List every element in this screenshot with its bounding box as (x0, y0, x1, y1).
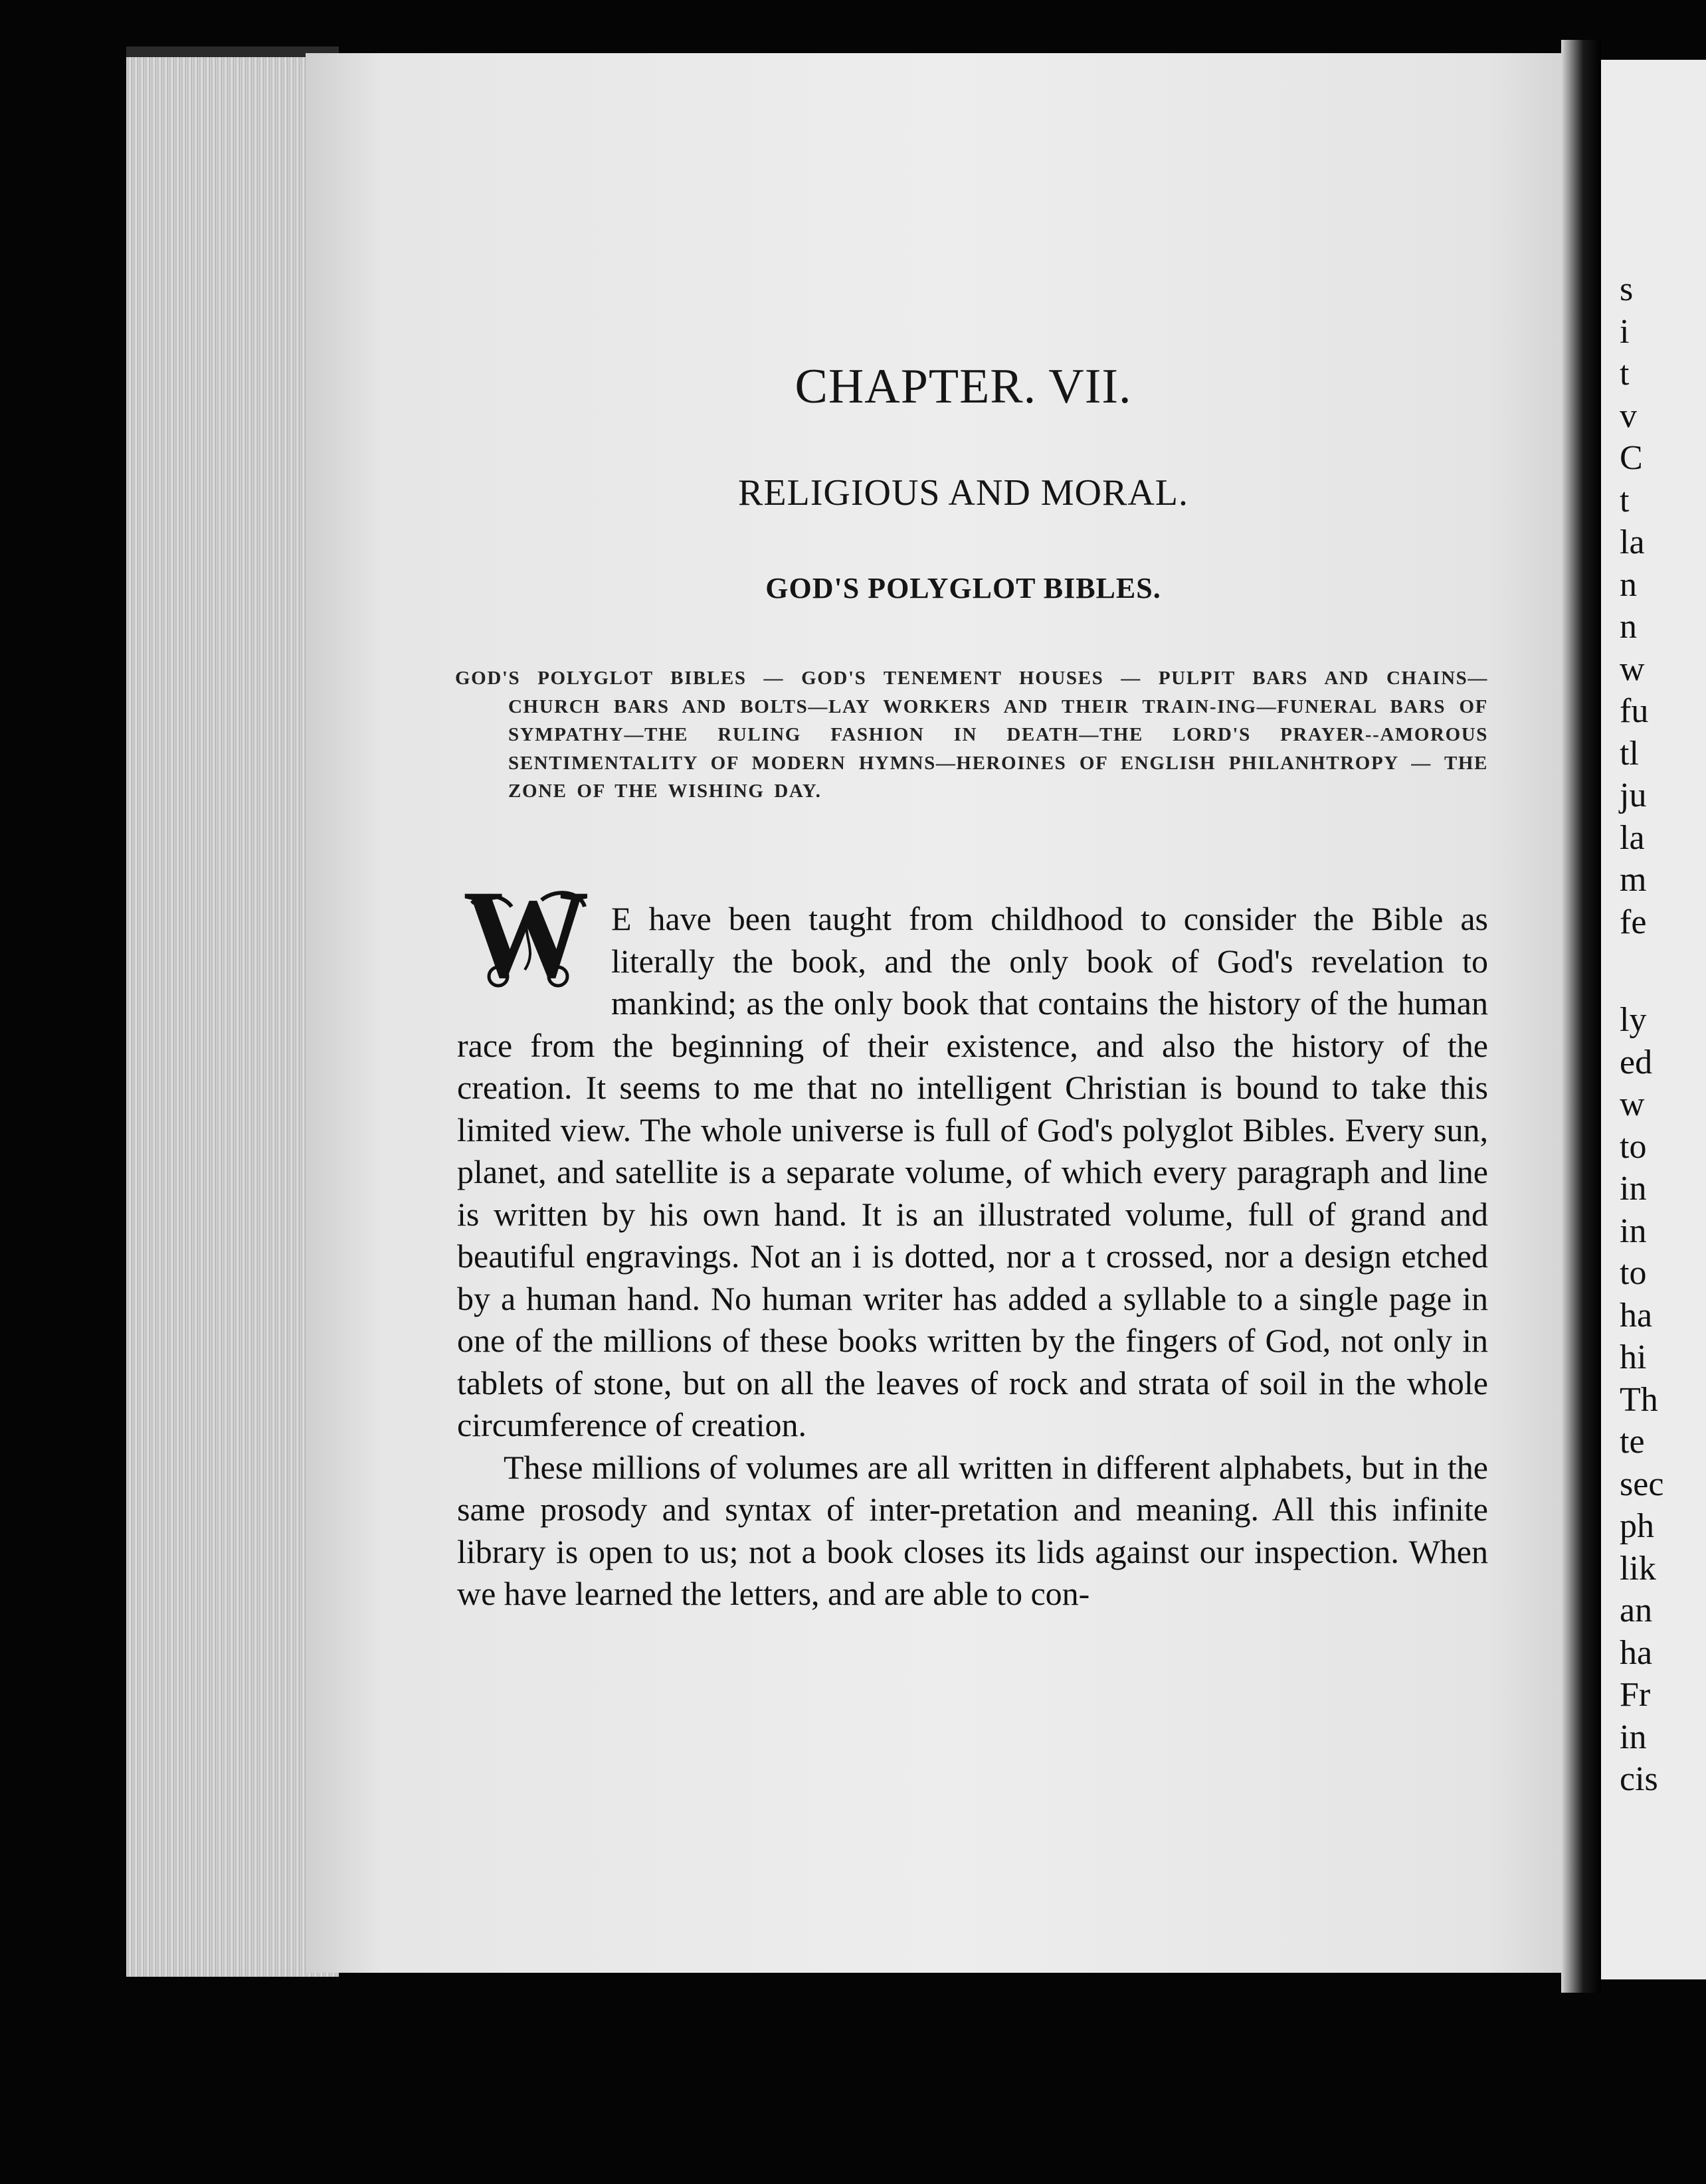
chapter-heading: CHAPTER. VII. (795, 359, 1132, 414)
facing-page-fragment: fu (1620, 692, 1649, 730)
facing-page-fragment: Th (1620, 1380, 1658, 1419)
subsection-heading: GOD'S POLYGLOT BIBLES. (765, 572, 1161, 604)
book-gutter (1561, 40, 1601, 1993)
facing-page-fragment: an (1620, 1592, 1653, 1629)
section-heading: RELIGIOUS AND MORAL. (738, 472, 1188, 513)
facing-page-fragment: Fr (1620, 1676, 1651, 1714)
facing-page-fragment: ha (1620, 1296, 1653, 1334)
facing-page-fragment: s (1620, 270, 1634, 308)
facing-page-fragment: ly (1620, 1001, 1647, 1039)
facing-page-fragment: in (1620, 1170, 1647, 1208)
facing-page-fragment: in (1620, 1718, 1647, 1756)
facing-page-fragment: to (1620, 1254, 1647, 1292)
facing-page-fragment: te (1620, 1423, 1645, 1461)
facing-page-fragment: to (1620, 1127, 1647, 1166)
facing-page-fragment: ph (1620, 1507, 1654, 1545)
facing-page-fragment: lik (1620, 1549, 1656, 1588)
facing-page-fragment: w (1620, 1085, 1645, 1123)
facing-page-fragment: cis (1620, 1760, 1658, 1798)
body-text (457, 898, 1488, 1615)
facing-page-fragment: i (1620, 312, 1630, 351)
paragraph-1: E have been taught from childhood to consider the Bible as literally the book, and the only book of God's revelation to mankind; as the only book that contains the history of the human race from the beginning of their existence, and also the history of the creation. It seems to me that no intelligent Christian is bound to take this limited view. The whole universe is full of God's polyglot Bibles. Every sun, planet, and satellite is a separate volume, of which every paragraph and line is written by his own hand. It is an illustrated volume, full of grand and beautiful engravings. Not an i is dotted, nor a t crossed, nor a design etched by a human hand. No human writer has added a syllable to a single page in one of the millions of these books written by the fingers of God, not only in tablets of stone, but on all the leaves of rock and strata of soil in the whole circumference of creation. (457, 900, 1488, 1443)
facing-page-fragment: la (1620, 523, 1645, 561)
facing-page-fragment: t (1620, 481, 1630, 519)
facing-page-fragment: t (1620, 355, 1630, 393)
facing-page-fragment: fe (1620, 903, 1647, 941)
facing-page-fragment: m (1620, 861, 1647, 899)
drop-cap-letter: W (463, 877, 589, 1003)
facing-page-fragment: ed (1620, 1043, 1653, 1081)
facing-page-fragment: w (1620, 650, 1645, 688)
facing-page-fragment: tl (1620, 734, 1639, 773)
chapter-summary: GOD'S POLYGLOT BIBLES — GOD'S TENEMENT HOUSES — PULPIT BARS AND CHAINS—CHURCH BARS AND BOLTS—LAY WORKERS AND THEIR TRAIN-ING—FUNERAL BARS OF SYMPATHY—THE RULING FASHION IN DEATH—THE LORD'S PRAYER--AMOROUS SENTIMENTALITY OF MODERN HYMNS—HEROINES OF ENGLISH PHILANHTROPY — THE ZONE OF THE WISHING DAY. (455, 668, 1488, 802)
facing-page-fragment: sec (1620, 1465, 1664, 1503)
facing-page-fragment: C (1620, 439, 1643, 477)
facing-page-fragment: n (1620, 608, 1637, 646)
facing-page-fragment: la (1620, 818, 1645, 857)
facing-page-fragment: n (1620, 565, 1637, 604)
facing-page-fragment: ju (1620, 776, 1647, 814)
facing-page-fragment: ha (1620, 1633, 1653, 1672)
paragraph-2: These millions of volumes are all written in different alphabets, but in the same prosody and syntax of inter-pretation and meaning. All this infinite library is open to us; not a book closes its lids against our inspection. When we have learned the letters, and are able to con- (457, 1448, 1488, 1612)
facing-page-fragment: in (1620, 1212, 1647, 1250)
facing-page-fragment: v (1620, 397, 1637, 435)
facing-page-fragment: hi (1620, 1338, 1647, 1376)
facing-page (1601, 60, 1706, 1979)
